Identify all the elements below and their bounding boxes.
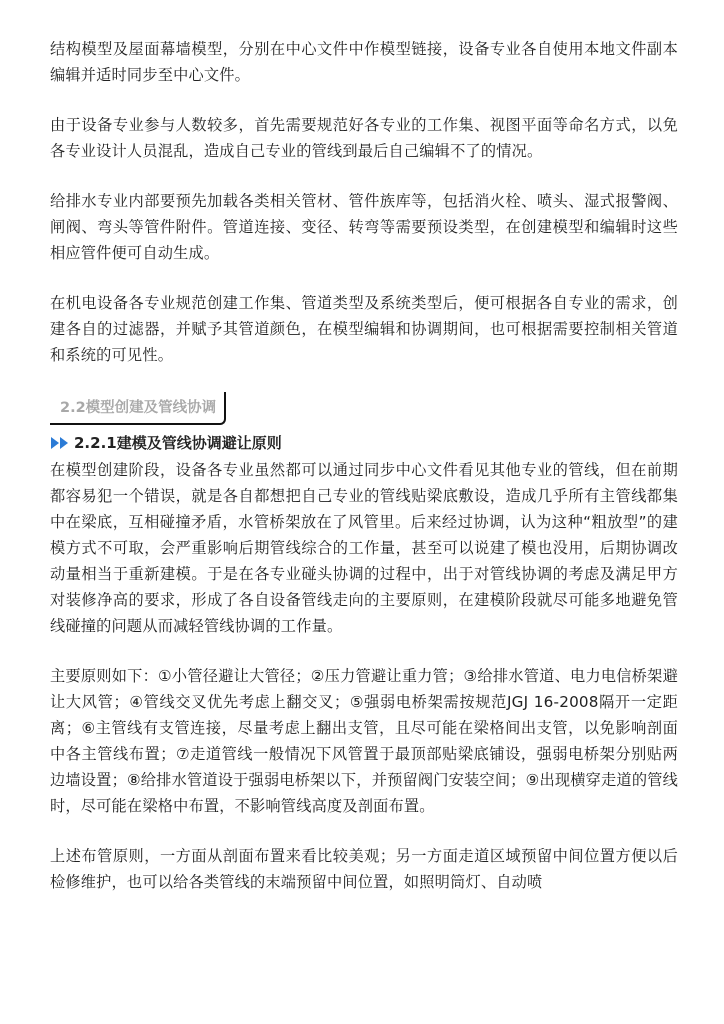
section-title: 2.2模型创建及管线协调 [60, 400, 217, 416]
paragraph-central-file: 结构模型及屋面幕墙模型，分别在中心文件中作模型链接，设备专业各自使用本地文件副本编辑并适时同步至中心文件。 [50, 40, 678, 84]
paragraph-naming-rules: 由于设备专业参与人数较多，首先需要规范好各专业的工作集、视图平面等命名方式，以免各专业设计人员混乱，造成自己专业的管线到最后自己编辑不了的情况。 [50, 116, 678, 160]
section-heading-box [50, 392, 226, 425]
paragraph-main-principles: 主要原则如下：①小管径避让大管径；②压力管避让重力管；③给排水管道、电力电信桥架避让大风管；④管线交叉优先考虑上翻交叉；⑤强弱电桥架需按规范JGJ 16-2008隔开一定距离；⑥主管线有支管连接，尽量考虑上翻出支管，且尽可能在梁格间出支管，以免影响剖面中各主管线布置；⑦走道管线一般情况下风管置于最顶部贴梁底铺设，强弱电桥架分别贴两边墙设置；⑧给排水管道设于强弱电桥架以下，并预留阀门安装空间；⑨出现横穿走道的管线时，尽可能在梁格中布置，不影响管线高度及剖面布置。 [50, 667, 678, 815]
subsection-title: 2.2.1建模及管线协调避让原则 [74, 434, 282, 452]
subsection-heading [50, 431, 678, 455]
paragraph-plumbing-families: 给排水专业内部要预先加载各类相关管材、管件族库等，包括消火栓、喷头、湿式报警阀、闸阀、弯头等管件附件。管道连接、变径、转弯等需要预设类型，在创建模型和编辑时这些相应管件便可自动生成。 [50, 192, 678, 262]
double-arrow-right-icon [50, 435, 72, 451]
document-page [50, 36, 678, 919]
paragraph-modeling-stage: 在模型创建阶段，设备各专业虽然都可以通过同步中心文件看见其他专业的管线，但在前期都容易犯一个错误，就是各自都想把自己专业的管线贴梁底敷设，造成几乎所有主管线都集中在梁底，互相碰撞矛盾，水管桥架放在了风管里。后来经过协调，认为这种“粗放型”的建模方式不可取，会严重影响后期管线综合的工作量，甚至可以说建了模也没用，后期协调改动量相当于重新建模。于是在各专业碰头协调的过程中，出于对管线协调的考虑及满足甲方对装修净高的要求，形成了各自设备管线走向的主要原则，在建模阶段就尽可能多地避免管线碰撞的问题从而减轻管线协调的工作量。 [50, 461, 678, 635]
paragraph-filters-visibility: 在机电设备各专业规范创建工作集、管道类型及系统类型后，便可根据各自专业的需求，创建各自的过滤器，并赋予其管道颜色，在模型编辑和协调期间，也可根据需要控制相关管道和系统的可见性。 [50, 294, 678, 364]
paragraph-layout-benefits: 上述布管原则，一方面从剖面布置来看比较美观；另一方面走道区域预留中间位置方便以后检修维护，也可以给各类管线的末端预留中间位置，如照明筒灯、自动喷 [50, 847, 678, 891]
